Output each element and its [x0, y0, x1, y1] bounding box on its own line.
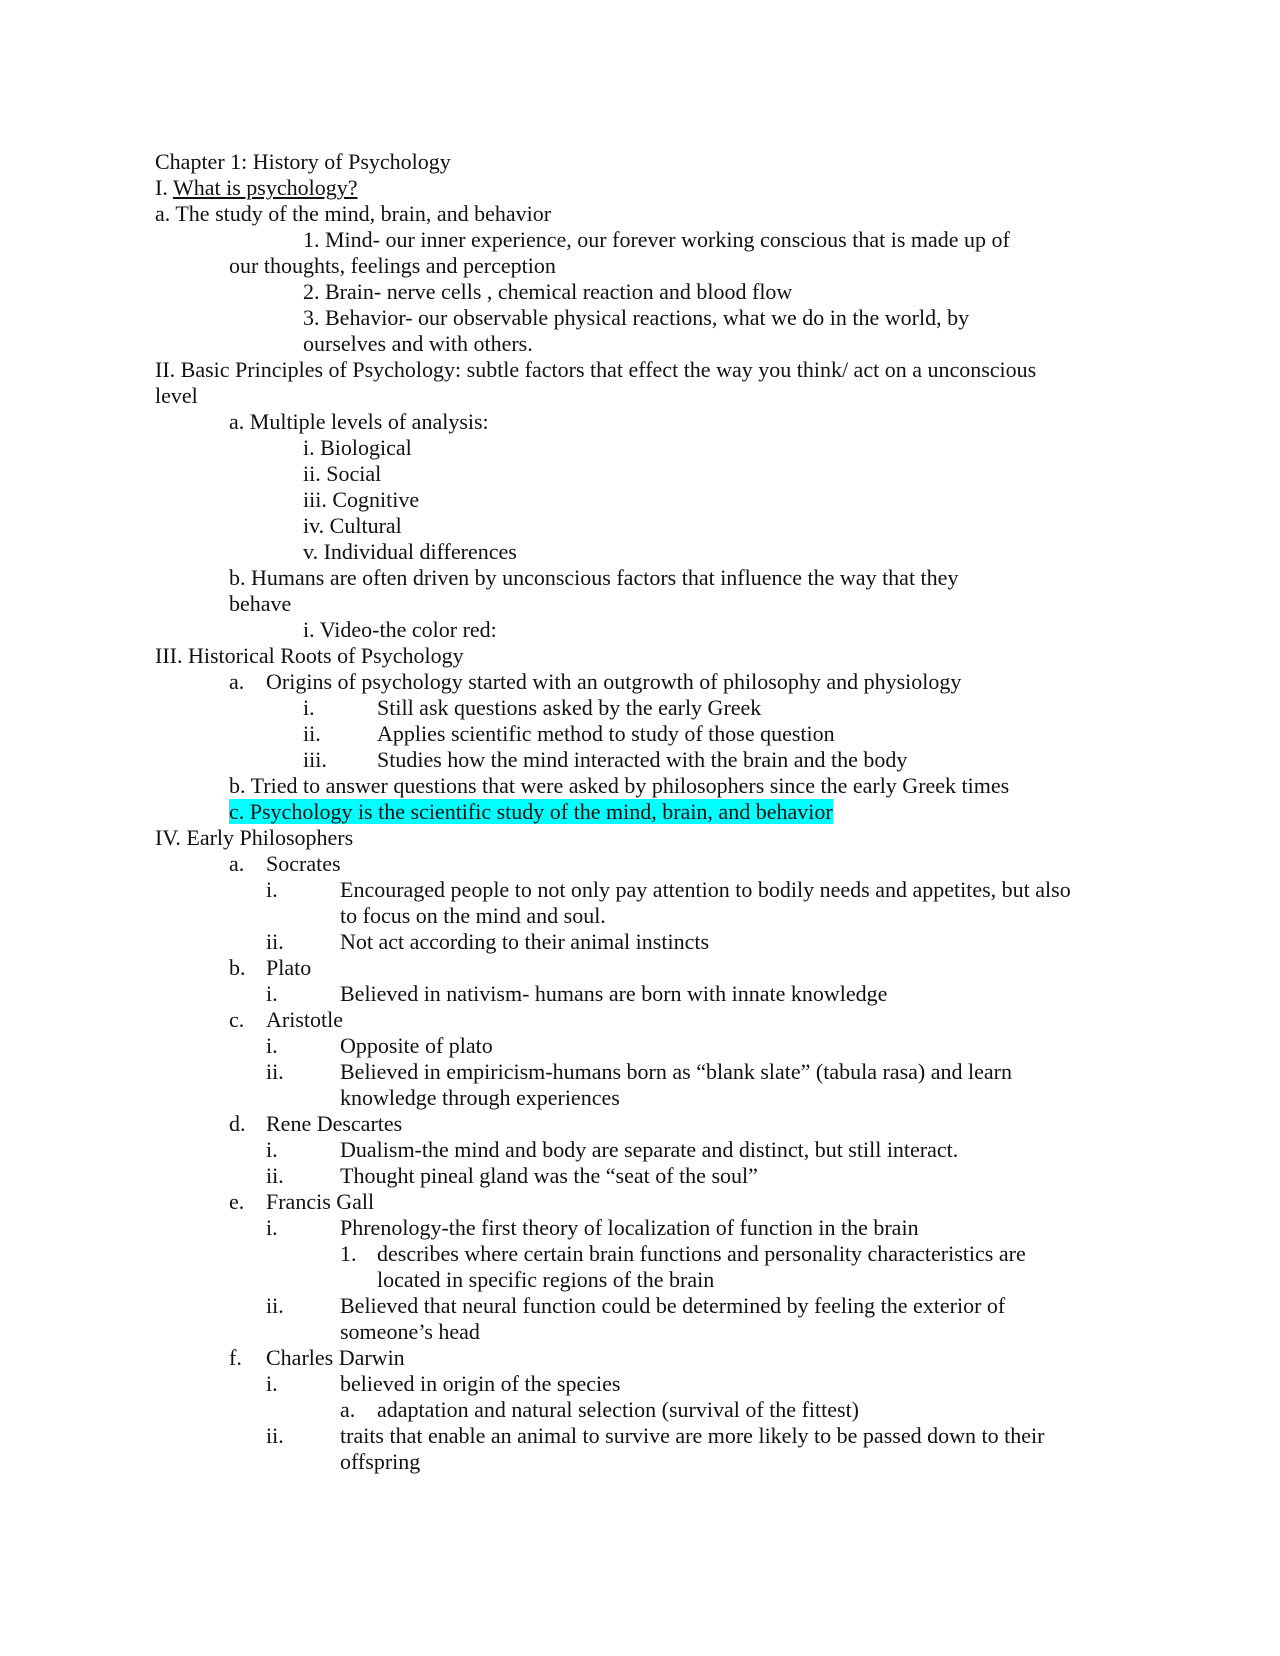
philosopher-marker: a.	[229, 851, 245, 876]
section-1-heading	[155, 175, 357, 201]
aristotle-i: Opposite of plato	[340, 1033, 493, 1058]
sub-item-marker: a.	[340, 1397, 356, 1422]
chapter-title: Chapter 1: History of Psychology	[155, 149, 451, 174]
plato-i: Believed in nativism- humans are born with innate knowledge	[340, 981, 888, 1006]
socrates-i-line1: Encouraged people to not only pay attention to bodily needs and appetites, but also	[340, 877, 1071, 902]
darwin-ii-line1: traits that enable an animal to survive are more likely to be passed down to their	[340, 1423, 1045, 1448]
s3-a-item-marker: ii.	[303, 721, 321, 746]
gall-ii-line1: Believed that neural function could be determined by feeling the exterior of	[340, 1293, 1006, 1318]
s2-item-b-line1: b. Humans are often driven by unconscious factors that influence the way that they	[229, 565, 959, 590]
section-2-heading-line2: level	[155, 383, 198, 408]
philosopher-marker: f.	[229, 1345, 242, 1370]
gall-ii-line2: someone’s head	[340, 1319, 480, 1344]
philosopher-name-socrates: Socrates	[266, 851, 341, 876]
philosopher-name-aristotle: Aristotle	[266, 1007, 343, 1032]
s1-behavior-line1: 3. Behavior- our observable physical reactions, what we do in the world, by	[303, 305, 970, 330]
s3-a-item-text: Still ask questions asked by the early Greek	[377, 695, 762, 720]
gall-i: Phrenology-the first theory of localization of function in the brain	[340, 1215, 919, 1240]
s2-level: iii. Cognitive	[303, 487, 420, 512]
s3-item-c-highlighted	[229, 799, 833, 825]
descartes-ii: Thought pineal gland was the “seat of the soul”	[340, 1163, 758, 1188]
s2-level: i. Biological	[303, 435, 412, 460]
s2-level: v. Individual differences	[303, 539, 517, 564]
philosopher-marker: b.	[229, 955, 246, 980]
darwin-ii-line2: offspring	[340, 1449, 421, 1474]
s2-item-a: a. Multiple levels of analysis:	[229, 409, 489, 434]
darwin-sub: adaptation and natural selection (survival of the fittest)	[377, 1397, 860, 1422]
aristotle-ii-line1: Believed in empiricism-humans born as “blank slate” (tabula rasa) and learn	[340, 1059, 1012, 1084]
s2-video-item: i. Video-the color red:	[303, 617, 497, 642]
item-marker: ii.	[266, 1163, 284, 1188]
s3-a-marker: a.	[229, 669, 245, 694]
item-marker: i.	[266, 1033, 278, 1058]
socrates-i-line2: to focus on the mind and soul.	[340, 903, 606, 928]
item-marker: ii.	[266, 1423, 284, 1448]
section-4-heading: IV. Early Philosophers	[155, 825, 354, 850]
gall-sub-line2: located in specific regions of the brain	[377, 1267, 715, 1292]
philosopher-name-plato: Plato	[266, 955, 312, 980]
s3-a-item-text: Applies scientific method to study of those question	[377, 721, 835, 746]
s1-item-a: a. The study of the mind, brain, and behavior	[155, 201, 552, 226]
s2-item-b-line2: behave	[229, 591, 292, 616]
aristotle-ii-line2: knowledge through experiences	[340, 1085, 620, 1110]
philosopher-marker: d.	[229, 1111, 246, 1136]
philosopher-marker: e.	[229, 1189, 245, 1214]
descartes-i: Dualism-the mind and body are separate and distinct, but still interact.	[340, 1137, 959, 1162]
item-marker: i.	[266, 1137, 278, 1162]
section-1-heading-text: What is psychology?	[172, 175, 358, 200]
section-1-numeral: I.	[155, 175, 173, 200]
s1-behavior-line2: ourselves and with others.	[303, 331, 533, 356]
highlighted-text: c. Psychology is the scientific study of the mind, brain, and behavior	[229, 799, 833, 824]
item-marker: i.	[266, 981, 278, 1006]
gall-sub-line1: describes where certain brain functions and personality characteristics are	[377, 1241, 1026, 1266]
item-marker: ii.	[266, 929, 284, 954]
s3-a-item-text: Studies how the mind interacted with the brain and the body	[377, 747, 908, 772]
s1-mind-line1: 1. Mind- our inner experience, our forever working conscious that is made up of	[303, 227, 1010, 252]
s1-mind-line2: our thoughts, feelings and perception	[229, 253, 556, 278]
section-3-heading: III. Historical Roots of Psychology	[155, 643, 464, 668]
socrates-ii: Not act according to their animal instincts	[340, 929, 710, 954]
s3-a-text: Origins of psychology started with an outgrowth of philosophy and physiology	[266, 669, 962, 694]
philosopher-marker: c.	[229, 1007, 245, 1032]
sub-item-marker: 1.	[340, 1241, 357, 1266]
section-2-heading-line1: II. Basic Principles of Psychology: subtle factors that effect the way you think/ act on a unconscious	[155, 357, 1037, 382]
s3-a-item-marker: i.	[303, 695, 315, 720]
philosopher-name-descartes: Rene Descartes	[266, 1111, 403, 1136]
s2-level: ii. Social	[303, 461, 382, 486]
s3-a-item-marker: iii.	[303, 747, 327, 772]
item-marker: i.	[266, 1371, 278, 1396]
item-marker: ii.	[266, 1059, 284, 1084]
philosopher-name-gall: Francis Gall	[266, 1189, 375, 1214]
s2-level: iv. Cultural	[303, 513, 402, 538]
s1-brain: 2. Brain- nerve cells , chemical reaction and blood flow	[303, 279, 793, 304]
philosopher-name-darwin: Charles Darwin	[266, 1345, 405, 1370]
s3-item-b: b. Tried to answer questions that were asked by philosophers since the early Greek times	[229, 773, 1010, 798]
item-marker: i.	[266, 1215, 278, 1240]
darwin-i: believed in origin of the species	[340, 1371, 621, 1396]
item-marker: ii.	[266, 1293, 284, 1318]
item-marker: i.	[266, 877, 278, 902]
